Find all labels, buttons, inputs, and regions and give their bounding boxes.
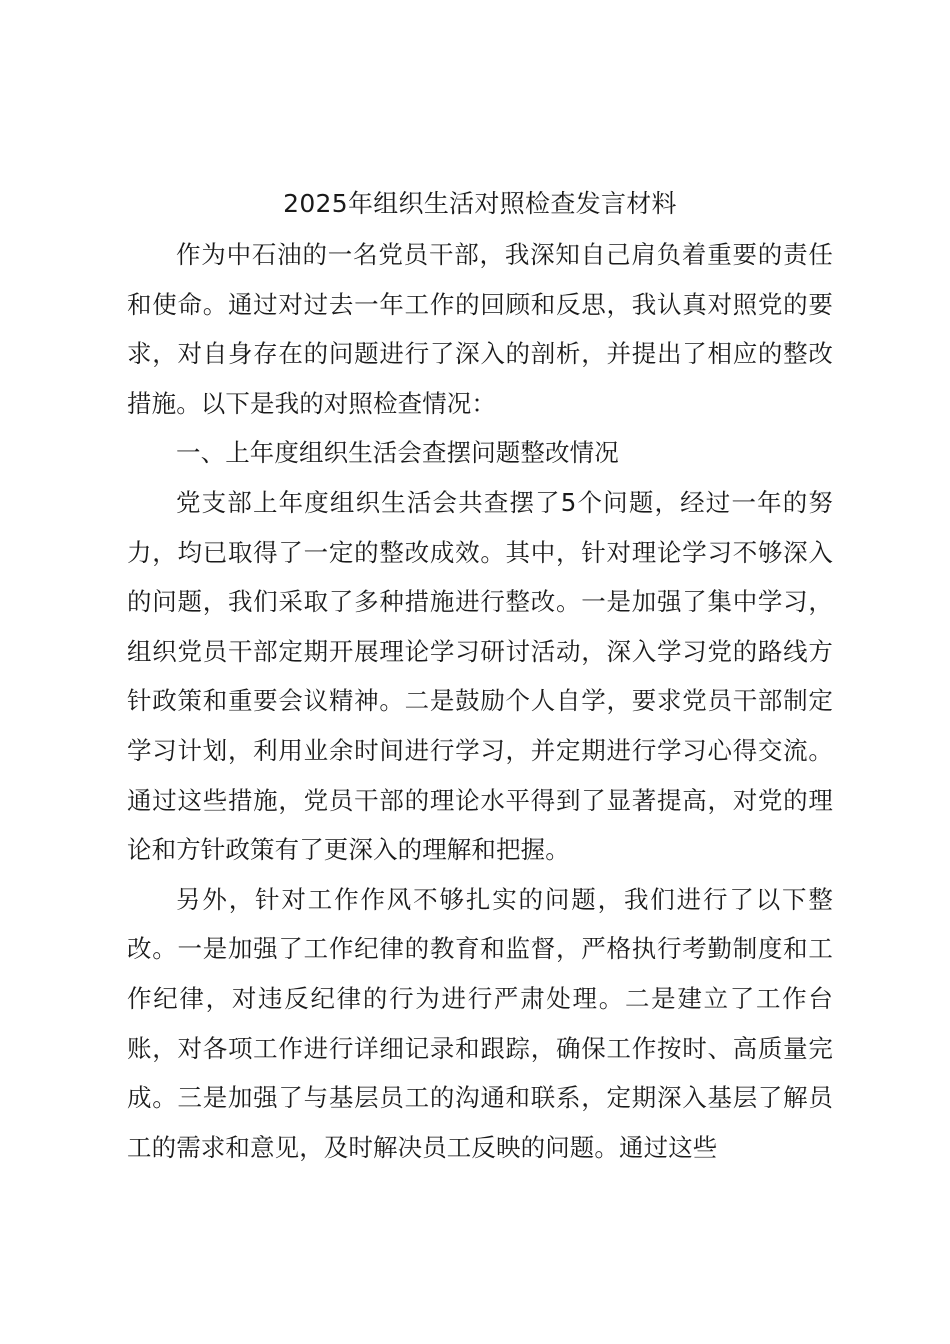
intro-paragraph: 作为中石油的一名党员干部，我深知自己肩负着重要的责任和使命。通过对过去一年工作的回顾和反思，我认真对照党的要求，对自身存在的问题进行了深入的剖析，并提出了相应的整改措施。以下是我的对照检查情况： bbox=[127, 240, 833, 418]
document-body bbox=[127, 230, 833, 1172]
body-paragraph: 另外，针对工作作风不够扎实的问题，我们进行了以下整改。一是加强了工作纪律的教育和监督，严格执行考勤制度和工作纪律，对违反纪律的行为进行严肃处理。二是建立了工作台账，对各项工作进行详细记录和跟踪，确保工作按时、高质量完成。三是加强了与基层员工的沟通和联系，定期深入基层了解员工的需求和意见，及时解决员工反映的问题。通过这些 bbox=[127, 884, 833, 1162]
document-title: 2025年组织生活对照检查发言材料 bbox=[283, 189, 677, 218]
section-heading: 一、上年度组织生活会查摆问题整改情况 bbox=[176, 438, 619, 468]
body-paragraph: 党支部上年度组织生活会共查摆了5个问题，经过一年的努力，均已取得了一定的整改成效。其中，针对理论学习不够深入的问题，我们采取了多种措施进行整改。一是加强了集中学习，组织党员干部定期开展理论学习研讨活动，深入学习党的路线方针政策和重要会议精神。二是鼓励个人自学，要求党员干部制定学习计划，利用业余时间进行学习，并定期进行学习心得交流。通过这些措施，党员干部的理论水平得到了显著提高，对党的理论和方针政策有了更深入的理解和把握。 bbox=[127, 487, 833, 865]
